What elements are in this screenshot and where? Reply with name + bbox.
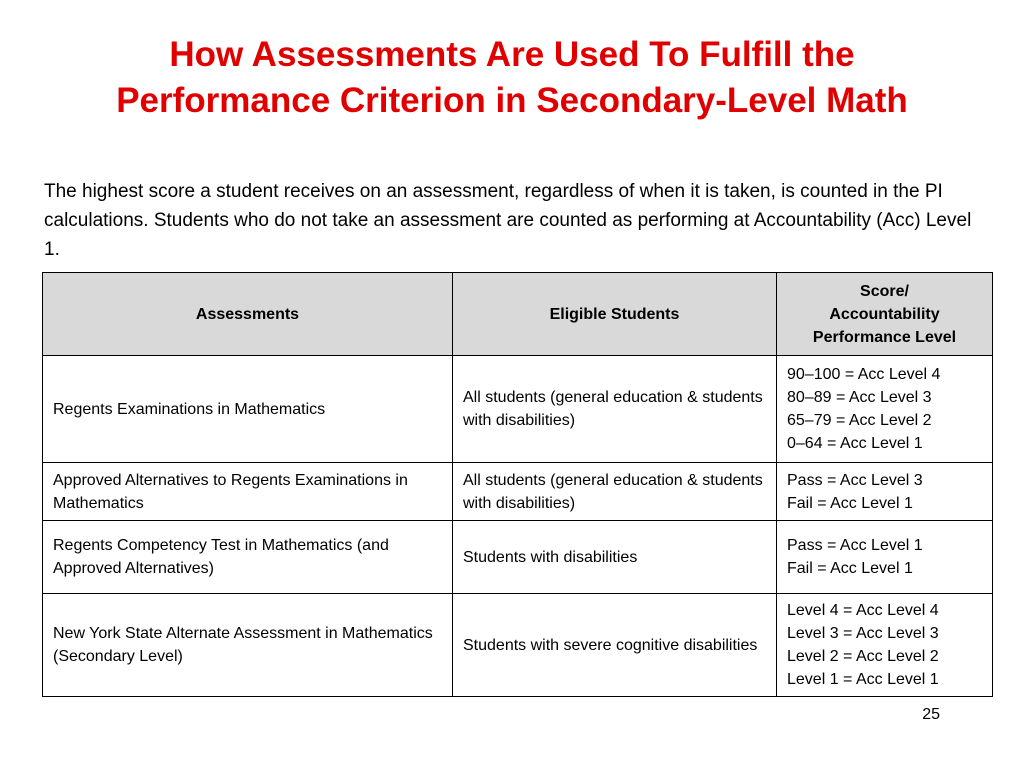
title-line-2: Performance Criterion in Secondary-Level Math: [116, 81, 908, 120]
score-line: Fail = Acc Level 1: [787, 494, 913, 512]
intro-paragraph: The highest score a student receives on an assessment, regardless of when it is taken, is counted in the PI calculations. Students who do not take an assessment are counted as performing at Accountability (Acc) Level 1.: [44, 181, 972, 260]
header-score-line: Score/: [860, 282, 909, 300]
page-number: 25: [922, 706, 940, 723]
eligible-cell: Students with severe cognitive disabilities: [453, 594, 777, 697]
score-line: Level 4 = Acc Level 4: [787, 602, 939, 619]
score-cell: [777, 356, 993, 463]
score-cell: [777, 521, 993, 594]
score-line: Pass = Acc Level 3: [787, 471, 923, 489]
eligible-cell: All students (general education & students with disabilities): [453, 463, 777, 521]
score-line: Level 2 = Acc Level 2: [787, 648, 939, 665]
score-cell: [777, 463, 993, 521]
header-assessments: Assessments: [43, 273, 453, 356]
eligible-cell: Students with disabilities: [453, 521, 777, 594]
table-row: [43, 594, 993, 697]
header-score-level: [777, 273, 993, 356]
header-eligible-students: Eligible Students: [453, 273, 777, 356]
score-line: Level 3 = Acc Level 3: [787, 625, 939, 642]
assessment-cell: Approved Alternatives to Regents Examinations in Mathematics: [43, 463, 453, 521]
score-line: Level 1 = Acc Level 1: [787, 671, 939, 688]
table-row: [43, 521, 993, 594]
assessment-cell: Regents Competency Test in Mathematics (and Approved Alternatives): [43, 521, 453, 594]
score-line: Pass = Acc Level 1: [787, 537, 923, 554]
eligible-cell: All students (general education & students with disabilities): [453, 356, 777, 463]
assessment-table: [42, 272, 993, 697]
score-line: 80–89 = Acc Level 3: [787, 389, 932, 406]
score-line: 90–100 = Acc Level 4: [787, 366, 941, 383]
score-cell: [777, 594, 993, 697]
header-score-line: Accountability: [829, 305, 940, 323]
score-line: Fail = Acc Level 1: [787, 560, 913, 577]
slide-title: [0, 32, 1024, 124]
header-score-line: Performance Level: [812, 328, 957, 346]
assessment-cell: New York State Alternate Assessment in Mathematics (Secondary Level): [43, 594, 453, 697]
table-row: [43, 356, 993, 463]
score-line: 65–79 = Acc Level 2: [787, 412, 932, 429]
assessment-cell: Regents Examinations in Mathematics: [43, 356, 453, 463]
table-row: [43, 463, 993, 521]
score-line: 0–64 = Acc Level 1: [787, 435, 923, 452]
table-header-row: [43, 273, 993, 356]
title-line-1: How Assessments Are Used To Fulfill the: [169, 35, 855, 74]
